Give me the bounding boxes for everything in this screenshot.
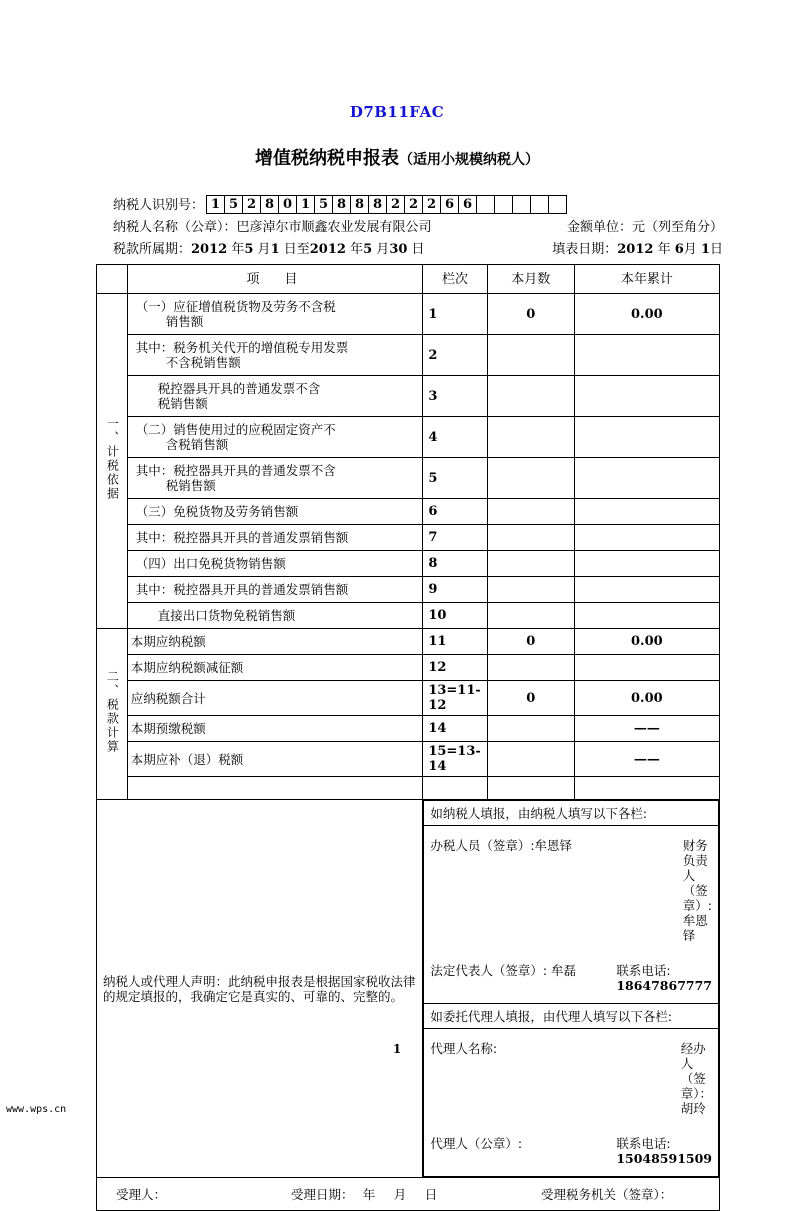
table-row bbox=[97, 376, 720, 417]
taxpayer-name-label: 纳税人名称（公章）： bbox=[113, 220, 237, 235]
signature-line bbox=[430, 963, 712, 993]
row-month-value[interactable] bbox=[487, 551, 574, 577]
taxpayer-id-digit-17[interactable] bbox=[495, 196, 513, 213]
row-month-value[interactable] bbox=[487, 335, 574, 376]
taxpayer-id-digit-19[interactable] bbox=[531, 196, 549, 213]
header-cell-line: 栏次 bbox=[423, 265, 487, 294]
char-year-3: 年 bbox=[657, 242, 671, 257]
section-label-text: 二、税款计算 bbox=[105, 670, 120, 754]
row-item-label bbox=[127, 551, 423, 577]
char-month-2: 月 bbox=[376, 242, 390, 257]
row-year-value[interactable] bbox=[574, 335, 719, 376]
row-month-value[interactable] bbox=[487, 417, 574, 458]
char-day-to: 日至 bbox=[283, 242, 310, 257]
period-end-day: 30 bbox=[389, 242, 408, 257]
section-label-tax-basis bbox=[97, 294, 128, 629]
taxpayer-id-row bbox=[113, 196, 723, 218]
row-item-label bbox=[127, 629, 423, 655]
row-year-value[interactable] bbox=[574, 603, 719, 629]
receive-date-field bbox=[291, 1187, 541, 1202]
declaration-statement: 纳税人或代理人声明：此纳税申报表是根据国家税收法律的规定填报的，我确定它是真实的、可靠的、完整的。 bbox=[97, 800, 423, 1178]
table-row bbox=[97, 603, 720, 629]
char-day-2: 日 bbox=[709, 242, 723, 257]
taxpayer-id-label: 纳税人识别号： bbox=[113, 198, 205, 213]
handler-field: 经办人（签章）：胡玲 bbox=[680, 1041, 713, 1116]
char-month-3: 月 bbox=[683, 242, 697, 257]
taxpayer-fill-title-cell: 如纳税人填报，由纳税人填写以下各栏: bbox=[424, 801, 719, 826]
taxpayer-name-value: 巴彦淖尔市顺鑫农业发展有限公司 bbox=[236, 220, 432, 235]
period-end-month: 5 bbox=[363, 242, 373, 257]
agent-seal-field: 代理人（公章）: bbox=[430, 1136, 523, 1151]
row-line-number: 15=13-14 bbox=[423, 742, 487, 777]
acceptance-row bbox=[97, 1178, 720, 1211]
row-year-value[interactable] bbox=[574, 458, 719, 499]
row-item-line1: 其中：税控器具开具的普通发票销售额 bbox=[135, 530, 349, 545]
row-line-number: 2 bbox=[423, 335, 487, 376]
row-line-number bbox=[423, 777, 487, 800]
taxpayer-id-digit-1[interactable]: 1 bbox=[207, 196, 225, 213]
page-title bbox=[0, 144, 794, 170]
row-month-value[interactable] bbox=[487, 577, 574, 603]
table-row bbox=[97, 458, 720, 499]
header-cell-section bbox=[97, 265, 128, 294]
agent-phone-field bbox=[616, 1136, 712, 1166]
agent-fill-title bbox=[424, 1004, 719, 1029]
spacer bbox=[430, 943, 712, 957]
row-month-value[interactable] bbox=[487, 777, 574, 800]
document-code: D7B11FAC bbox=[349, 103, 445, 121]
row-line-number: 11 bbox=[423, 629, 487, 655]
row-item-line1: 其中：税控器具开具的普通发票销售额 bbox=[135, 582, 349, 597]
row-year-value[interactable]: —— bbox=[574, 716, 719, 742]
row-item-label bbox=[127, 525, 423, 551]
spacer bbox=[430, 1116, 712, 1130]
page-number: 1 bbox=[392, 1042, 402, 1056]
row-item-line1: 本期应纳税额 bbox=[130, 634, 206, 649]
tax-period-row bbox=[113, 240, 723, 262]
section-label-text: 一、计税依据 bbox=[105, 417, 120, 501]
tax-period-label: 税款所属期： bbox=[113, 242, 192, 257]
agent-phone-value: 15048591509 bbox=[616, 1151, 712, 1166]
row-year-value[interactable]: 0.00 bbox=[574, 629, 719, 655]
row-year-value[interactable] bbox=[574, 577, 719, 603]
row-item-line1: （三）免税货物及劳务销售额 bbox=[135, 504, 299, 519]
taxpayer-id-digit-14[interactable]: 6 bbox=[441, 196, 459, 213]
table-row bbox=[97, 551, 720, 577]
taxpayer-id-digit-18[interactable] bbox=[513, 196, 531, 213]
table-row bbox=[97, 655, 720, 681]
table-row bbox=[97, 499, 720, 525]
taxpayer-id-digit-9[interactable]: 8 bbox=[351, 196, 369, 213]
row-item-line1: （一）应征增值税货物及劳务不含税 bbox=[135, 299, 336, 314]
period-start-month: 5 bbox=[244, 242, 254, 257]
row-line-number: 9 bbox=[423, 577, 487, 603]
row-item-line1: 直接出口货物免税销售额 bbox=[157, 608, 296, 623]
row-month-value[interactable]: 0 bbox=[487, 681, 574, 716]
table-row bbox=[97, 335, 720, 376]
row-line-number: 4 bbox=[423, 417, 487, 458]
fill-date-label: 填表日期： bbox=[552, 242, 618, 257]
declaration-inner-table bbox=[423, 800, 719, 1177]
table-row bbox=[97, 681, 720, 716]
signature-line bbox=[430, 1136, 712, 1166]
declaration-row bbox=[97, 800, 720, 1178]
row-item-label bbox=[127, 417, 423, 458]
row-item-line2: 含税销售额 bbox=[165, 437, 229, 452]
row-item-label bbox=[127, 458, 423, 499]
char-year-2: 年 bbox=[350, 242, 364, 257]
row-month-value[interactable] bbox=[487, 716, 574, 742]
header-cell-item: 项 目 bbox=[127, 265, 423, 294]
agent-fill-title-cell: 如委托代理人填报，由代理人填写以下各栏: bbox=[424, 1004, 719, 1029]
agent-phone-label: 联系电话: bbox=[616, 1136, 671, 1151]
row-item-label bbox=[127, 603, 423, 629]
taxpayer-id-digit-3[interactable]: 2 bbox=[243, 196, 261, 213]
row-item-label bbox=[127, 499, 423, 525]
taxpayer-id-digit-6[interactable]: 1 bbox=[297, 196, 315, 213]
fill-date-month: 6 bbox=[674, 242, 684, 257]
table-row bbox=[97, 777, 720, 800]
row-item-line1: 本期预缴税额 bbox=[130, 721, 206, 736]
row-year-value[interactable]: 0.00 bbox=[574, 681, 719, 716]
table-row bbox=[97, 577, 720, 603]
taxpayer-id-digit-16[interactable] bbox=[477, 196, 495, 213]
row-year-value[interactable]: 0.00 bbox=[574, 294, 719, 335]
row-item-line1: （二）销售使用过的应税固定资产不 bbox=[135, 422, 336, 437]
row-item-line2: 销售额 bbox=[165, 314, 204, 329]
row-item-line1: 其中：税控器具开具的普通发票不含 bbox=[135, 463, 336, 478]
row-year-value[interactable]: —— bbox=[574, 742, 719, 777]
row-item-label bbox=[127, 716, 423, 742]
row-month-value[interactable] bbox=[487, 499, 574, 525]
tax-officer-field: 办税人员（签章）:牟恩铎 bbox=[430, 838, 573, 853]
char-month-1: 月 bbox=[257, 242, 271, 257]
taxpayer-id-digit-8[interactable]: 8 bbox=[333, 196, 351, 213]
row-item-line1: 应纳税额合计 bbox=[130, 690, 206, 706]
taxpayer-id-digit-4[interactable]: 8 bbox=[261, 196, 279, 213]
legal-rep-field: 法定代表人（签章）: 牟磊 bbox=[430, 963, 577, 978]
row-line-number: 13=11-12 bbox=[423, 681, 487, 716]
char-day-1: 日 bbox=[411, 242, 425, 257]
taxpayer-signature-block bbox=[424, 826, 719, 1004]
receiver-field: 受理人： bbox=[116, 1186, 167, 1202]
fill-date-group bbox=[552, 240, 723, 260]
row-line-number: 1 bbox=[423, 294, 487, 335]
table-row bbox=[97, 525, 720, 551]
signature-line bbox=[430, 838, 712, 943]
row-item-line2: 不含税销售额 bbox=[165, 355, 241, 370]
contact-phone-field bbox=[616, 963, 712, 993]
taxpayer-id-digit-20[interactable] bbox=[549, 196, 566, 213]
period-end-year: 2012 bbox=[309, 242, 346, 257]
row-year-value[interactable] bbox=[574, 777, 719, 800]
amount-unit-note: 金额单位：元（列至角分） bbox=[566, 220, 723, 235]
period-start-day: 1 bbox=[270, 242, 280, 257]
acceptance-cell bbox=[97, 1178, 720, 1211]
row-year-value[interactable] bbox=[574, 551, 719, 577]
taxpayer-id-digit-15[interactable]: 6 bbox=[459, 196, 477, 213]
taxpayer-id-digit-11[interactable]: 2 bbox=[387, 196, 405, 213]
header-cell-year: 本年累计 bbox=[574, 265, 719, 294]
agent-name-field: 代理人名称: bbox=[430, 1041, 498, 1056]
taxpayer-id-boxes[interactable] bbox=[206, 195, 567, 214]
row-item-line2: 税销售额 bbox=[165, 478, 216, 493]
taxpayer-id-digit-12[interactable]: 2 bbox=[405, 196, 423, 213]
row-month-value[interactable] bbox=[487, 376, 574, 417]
taxpayer-id-digit-2[interactable]: 5 bbox=[225, 196, 243, 213]
receive-date-label: 受理日期： bbox=[291, 1186, 348, 1202]
row-line-number: 5 bbox=[423, 458, 487, 499]
table-row bbox=[97, 629, 720, 655]
table-row bbox=[97, 417, 720, 458]
row-month-value[interactable]: 0 bbox=[487, 294, 574, 335]
row-year-value[interactable] bbox=[574, 499, 719, 525]
row-item-label bbox=[127, 294, 423, 335]
table-header-row bbox=[97, 265, 720, 294]
page-title-main: 增值税纳税申报表 bbox=[255, 148, 399, 169]
period-start-year: 2012 bbox=[191, 242, 228, 257]
row-item-line1: 本期应纳税额减征额 bbox=[130, 660, 244, 675]
taxpayer-fill-title bbox=[424, 801, 719, 826]
row-item-line1: （四）出口免税货物销售额 bbox=[135, 556, 286, 571]
row-item-label bbox=[127, 335, 423, 376]
row-line-number: 12 bbox=[423, 655, 487, 681]
table-row bbox=[97, 716, 720, 742]
contact-phone-label: 联系电话: bbox=[616, 963, 671, 978]
taxpayer-id-digit-10[interactable]: 8 bbox=[369, 196, 387, 213]
taxpayer-id-digit-5[interactable]: 0 bbox=[279, 196, 297, 213]
row-item-label bbox=[127, 577, 423, 603]
table-row bbox=[97, 742, 720, 777]
row-line-number: 8 bbox=[423, 551, 487, 577]
taxpayer-name-row bbox=[113, 218, 723, 240]
tax-authority-field: 受理税务机关（签章）： bbox=[541, 1186, 673, 1202]
row-year-value[interactable] bbox=[574, 525, 719, 551]
contact-phone-value: 18647867777 bbox=[616, 978, 712, 993]
finance-head-field: 财务负责人（签章）: 牟恩铎 bbox=[682, 838, 713, 943]
row-line-number: 3 bbox=[423, 376, 487, 417]
row-month-value[interactable] bbox=[487, 742, 574, 777]
row-line-number: 14 bbox=[423, 716, 487, 742]
row-item-line1: 本期应补（退）税额 bbox=[130, 751, 244, 767]
header-meta bbox=[113, 196, 723, 262]
row-month-value[interactable] bbox=[487, 655, 574, 681]
row-item-line1: 税控器具开具的普通发票不含 bbox=[157, 381, 321, 396]
declaration-content bbox=[423, 800, 720, 1178]
row-line-number: 10 bbox=[423, 603, 487, 629]
row-line-number: 6 bbox=[423, 499, 487, 525]
table-row bbox=[97, 294, 720, 335]
taxpayer-id-digit-7[interactable]: 5 bbox=[315, 196, 333, 213]
vat-declaration-table bbox=[96, 264, 720, 1211]
taxpayer-id-digit-13[interactable]: 2 bbox=[423, 196, 441, 213]
header-cell-month: 本月数 bbox=[487, 265, 574, 294]
section-label-tax-calc bbox=[97, 629, 128, 800]
row-month-value[interactable] bbox=[487, 525, 574, 551]
row-month-value[interactable] bbox=[487, 458, 574, 499]
taxpayer-signature-block-cell bbox=[424, 826, 719, 1004]
row-item-label bbox=[127, 655, 423, 681]
row-item-label bbox=[127, 777, 423, 800]
row-month-value[interactable] bbox=[487, 603, 574, 629]
page-title-sub: （适用小规模纳税人） bbox=[399, 152, 539, 168]
watermark-text: www.wps.cn bbox=[6, 1104, 67, 1115]
receive-date-blanks: 年 月 日 bbox=[347, 1186, 441, 1202]
row-item-label bbox=[127, 376, 423, 417]
char-year-1: 年 bbox=[231, 242, 245, 257]
fill-date-year: 2012 bbox=[617, 242, 654, 257]
row-year-value[interactable] bbox=[574, 376, 719, 417]
row-year-value[interactable] bbox=[574, 417, 719, 458]
row-item-line1: 其中：税务机关代开的增值税专用发票 bbox=[135, 340, 349, 355]
fill-date-day: 1 bbox=[700, 242, 710, 257]
row-item-label bbox=[127, 742, 423, 777]
row-line-number: 7 bbox=[423, 525, 487, 551]
row-item-label bbox=[127, 681, 423, 716]
row-item-line2: 税销售额 bbox=[157, 396, 208, 411]
row-month-value[interactable]: 0 bbox=[487, 629, 574, 655]
row-year-value[interactable] bbox=[574, 655, 719, 681]
